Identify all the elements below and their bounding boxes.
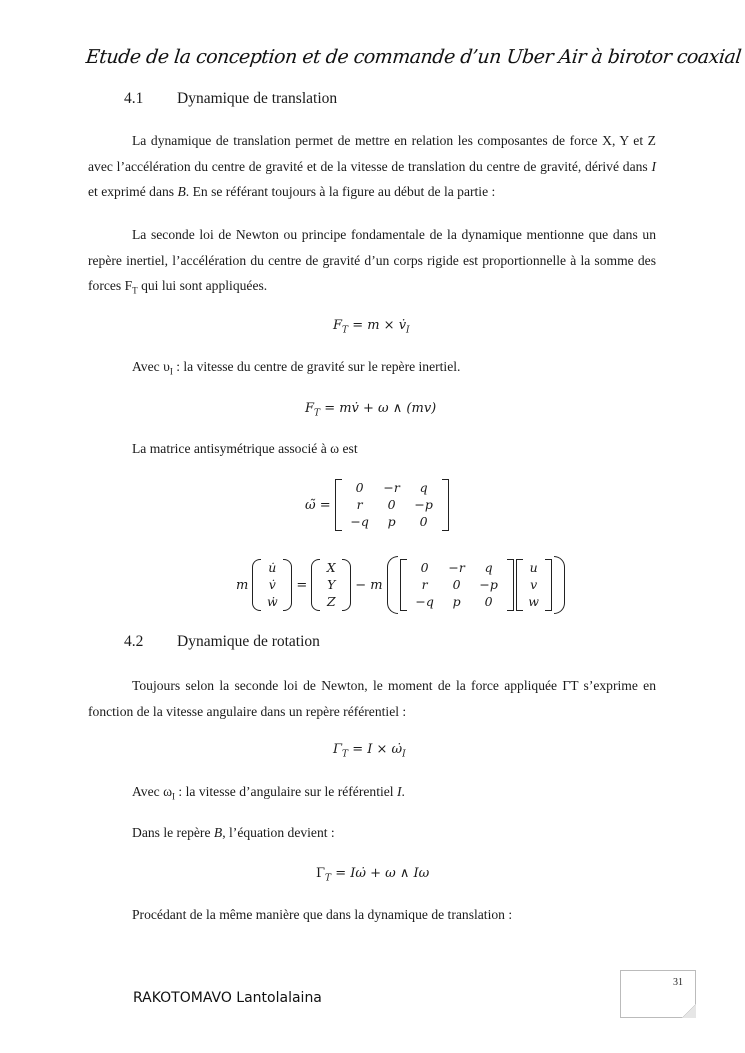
cross-product-term: 0 −r q r 0 −p −q p 0 u v w xyxy=(387,556,565,614)
equation-force-body-frame: $F_T$ = mv̇ + ω ∧ (mv) xyxy=(305,401,437,419)
body-frame-text: Dans le repère B, l’équation devient : xyxy=(132,825,335,840)
force-vector: X Y Z xyxy=(311,559,351,611)
equation-moment-body-frame: $\Gamma_T$ = Iω̇ + ω ∧ Iω xyxy=(316,866,430,884)
acceleration-vector: u̇ v̇ ẇ xyxy=(252,559,292,611)
skew-matrix: 0 −r q r 0 −p −q p 0 xyxy=(335,479,449,531)
page-number-box xyxy=(620,970,696,1018)
paragraph-translation-intro: La dynamique de translation permet de mettre en relation les composantes de force X, Y et Z avec l’accélération du centre de gravité et de la vitesse de translation du centre de gravité, dérivé dans I et exprimé dans B. En se référant toujours à la figure au début de la partie : xyxy=(88,133,656,199)
section-title: Dynamique de translation xyxy=(177,90,338,107)
omega-tilde-label: ω̃ = xyxy=(305,497,331,513)
equation-moment-inertial: $\Gamma_T = I$ × $\omegȧ_I$ xyxy=(333,742,406,760)
equation-force-translation: $F_T = m$ × $v̇_I$ xyxy=(333,318,410,336)
page-number: 31 xyxy=(673,977,683,988)
section-number: 4.2 xyxy=(124,633,144,650)
antisymmetric-matrix-text: La matrice antisymétrique associé à ω est xyxy=(132,441,358,456)
definition-velocity: Avec $\upsilon_I$ : la vitesse du centre de gravité sur le repère inertiel. xyxy=(132,359,461,377)
paragraph-rotation-intro: Toujours selon la seconde loi de Newton, le moment de la force appliquée ΓT s’exprime en fonction de la vitesse angulaire dans un repère référentiel : xyxy=(88,678,656,719)
page-curl-decoration xyxy=(682,1004,696,1018)
footer-author: RAKOTOMAVO Lantolalaina xyxy=(133,990,322,1006)
equation-translation-dynamics: m u̇ v̇ ẇ = X Y Z − m 0 −r q r 0 −p −q p 0 u v w xyxy=(236,556,565,614)
document-header-title: Etude de la conception et de commande d’un Uber Air à birotor coaxial xyxy=(84,46,743,68)
equation-skew-matrix xyxy=(305,479,449,531)
section-title: Dynamique de rotation xyxy=(177,633,320,650)
procedure-text: Procédant de la même manière que dans la dynamique de translation : xyxy=(132,907,513,922)
definition-angular-velocity: Avec $\omega_I$ : la vitesse d’angulaire sur le référentiel I. xyxy=(132,784,405,802)
section-number: 4.1 xyxy=(124,90,144,107)
paragraph-newton-law: La seconde loi de Newton ou principe fondamentale de la dynamique mentionne que dans un repère inertiel, l’accélération du centre de gravité d’un corps rigide est proportionnelle à la somme des forces $F_T$ qui lui sont appliquées. xyxy=(88,227,656,296)
